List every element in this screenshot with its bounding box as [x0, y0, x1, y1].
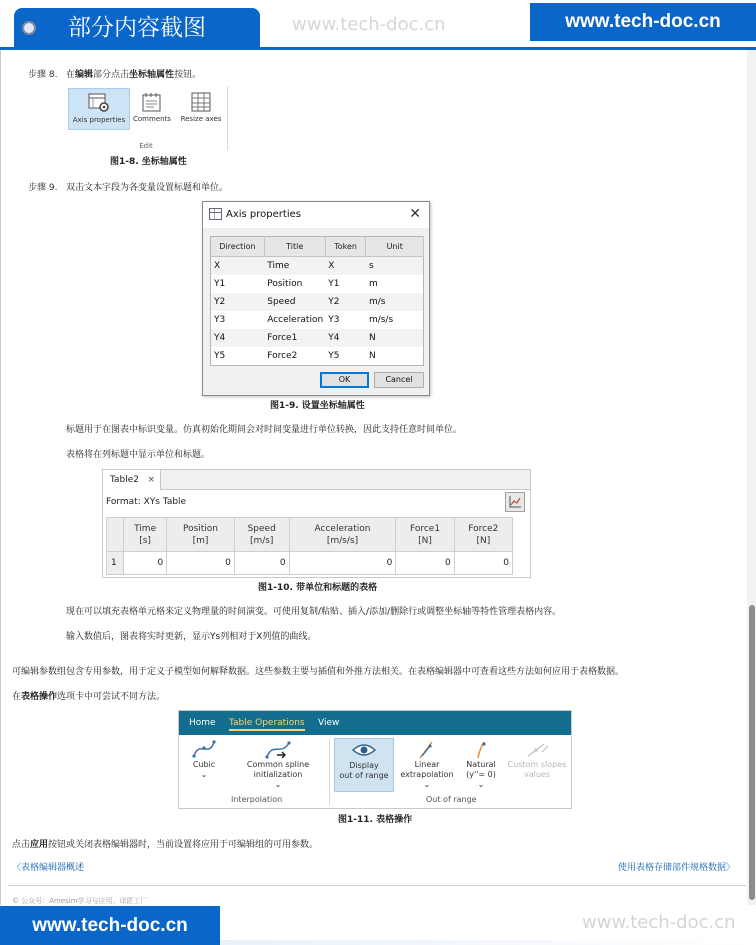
table2-editor	[102, 469, 531, 578]
paragraph-fill-cells: 现在可以填充表格单元格来定义物理量的时间演变。可使用复制/粘贴、插入/添加/删除行或调整坐标轴等特性管理表格内容。	[66, 607, 562, 617]
custom-slopes-label-1: Custom slopes	[507, 760, 567, 769]
section-tab	[14, 8, 260, 48]
cell-token[interactable]: Y3	[328, 315, 340, 326]
cell-force2[interactable]: 0	[454, 552, 512, 575]
chevron-down-icon[interactable]: ⌄	[477, 780, 485, 789]
chart-icon[interactable]	[505, 492, 525, 512]
table-operations-ribbon	[178, 710, 572, 809]
header-name: Speed	[247, 523, 276, 534]
table-row	[211, 311, 424, 329]
ok-button[interactable]: OK	[320, 372, 369, 388]
chevron-right-icon: 〉	[726, 863, 736, 873]
column-header-position[interactable]	[167, 518, 235, 552]
cell-title[interactable]: Acceleration	[267, 315, 324, 326]
table-row	[211, 329, 424, 347]
cell-position[interactable]: 0	[167, 552, 235, 575]
edit-ribbon-group	[66, 86, 228, 150]
resize-axes-label: Resize axes	[180, 115, 222, 123]
cell-unit[interactable]: N	[368, 351, 376, 362]
step-8-text	[66, 67, 201, 80]
cell-token[interactable]: Y2	[325, 293, 366, 311]
cell-direction: Y2	[211, 293, 265, 311]
cell-unit[interactable]: m/s/s	[368, 315, 394, 326]
header-unit: [m]	[192, 535, 209, 546]
cell-unit[interactable]: N	[366, 329, 424, 347]
header-banner	[0, 0, 756, 50]
header-unit: [N]	[418, 535, 432, 546]
interpolation-group-label: Interpolation	[231, 795, 283, 804]
chevron-down-icon[interactable]: ⌄	[200, 770, 208, 779]
column-header-acceleration[interactable]	[289, 518, 396, 552]
figure-1-9-caption: 图1-9. 设置坐标轴属性	[270, 401, 365, 411]
natural-label-1: Natural	[466, 760, 496, 769]
cell-speed[interactable]: 0	[234, 552, 289, 575]
apply-bold: 应用	[30, 840, 49, 850]
cell-acceleration[interactable]: 0	[289, 552, 396, 575]
watermark-top: www.tech-doc.cn	[292, 14, 446, 35]
table-ops-pre: 在	[12, 692, 22, 702]
table2-grid	[106, 517, 513, 575]
dialog-titlebar	[203, 202, 429, 228]
cubic-button[interactable]	[185, 738, 223, 780]
column-header-speed[interactable]	[234, 518, 289, 552]
table-row	[211, 293, 424, 311]
linear-label-1: Linear	[414, 760, 440, 769]
paragraph-table-headers: 表格将在列标题中显示单位和标题。	[66, 450, 211, 460]
out-of-range-group-label: Out of range	[426, 795, 477, 804]
header-name: Force1	[409, 523, 441, 534]
table-ops-post: 选项卡中可尝试不同方法。	[57, 692, 166, 702]
column-header-title[interactable]: Title	[264, 237, 325, 257]
row-number[interactable]: 1	[107, 552, 124, 575]
cell-token[interactable]: Y1	[328, 278, 340, 289]
table-row	[211, 275, 424, 293]
paragraph-table-ops	[12, 689, 165, 702]
natural-icon	[459, 738, 503, 760]
cell-title[interactable]: Position	[267, 278, 303, 289]
header-unit: [m/s]	[249, 535, 274, 546]
cell-title[interactable]: Force2	[267, 351, 298, 362]
cell-unit[interactable]: m/s	[366, 293, 424, 311]
footer-rule	[8, 885, 746, 886]
footer-credit: © 公众号：Amesim学习与应用、译匠工厂	[12, 897, 148, 905]
column-header-force2[interactable]	[454, 518, 512, 552]
header-name: Position	[182, 523, 219, 534]
ribbon-tabbar	[179, 711, 571, 735]
comments-label: Comments	[133, 115, 171, 123]
cubic-label: Cubic	[192, 760, 216, 769]
site-badge-bottom[interactable]: www.tech-doc.cn	[0, 906, 220, 945]
axis-properties-dialog	[202, 201, 430, 396]
figure-1-10-caption: 图1-10. 带单位和标题的表格	[258, 583, 378, 593]
cell-unit[interactable]: m	[368, 278, 378, 289]
cell-title[interactable]: Time	[264, 257, 325, 275]
custom-slopes-icon	[505, 738, 569, 760]
display-label-2: out of range	[339, 771, 389, 780]
cell-title[interactable]: Force1	[264, 329, 325, 347]
header-name: Force2	[468, 523, 499, 534]
cell-direction: Y5	[214, 351, 226, 362]
close-icon[interactable]: ×	[147, 475, 155, 485]
axis-properties-icon	[88, 93, 110, 113]
comments-icon	[141, 92, 163, 112]
tab-table-operations[interactable]: Table Operations	[229, 718, 305, 731]
natural-label-2: (y''= 0)	[466, 770, 496, 779]
chevron-down-icon[interactable]: ⌄	[274, 780, 282, 789]
next-page-label: 使用表格存储部件规格数据	[618, 863, 727, 873]
tab-view[interactable]: View	[318, 718, 340, 728]
cell-unit[interactable]: s	[366, 257, 424, 275]
header-unit: [N]	[476, 535, 491, 546]
custom-slopes-label-2: values	[523, 770, 551, 779]
resize-axes-icon	[190, 92, 212, 112]
section-tab-label: 部分内容截图	[68, 15, 206, 41]
linear-label-2: extrapolation	[400, 770, 454, 779]
bottom-gradient-rule	[220, 940, 756, 945]
tab-table2-label: Table2	[110, 475, 139, 485]
common-spline-button[interactable]	[243, 738, 313, 790]
header-name: Time	[134, 523, 157, 534]
step-8-post: 按钮。	[174, 70, 202, 80]
spline-init-icon	[243, 738, 313, 760]
cancel-button[interactable]: Cancel	[374, 372, 424, 388]
resize-axes-button[interactable]	[176, 88, 226, 130]
column-header-direction[interactable]: Direction	[211, 237, 265, 257]
prev-page-label: 表格编辑器概述	[21, 863, 85, 873]
prev-page-link[interactable]	[12, 860, 84, 873]
ribbon-divider	[329, 739, 330, 805]
table-row	[211, 257, 424, 275]
table2-header-row	[107, 518, 513, 552]
paragraph-live-update: 输入数值后，图表将实时更新，显示Ys列相对于X列值的曲线。	[66, 632, 317, 642]
watermark-bottom: www.tech-doc.cn	[582, 912, 736, 933]
cubic-icon	[185, 738, 223, 760]
step-9-number: 步骤 9.	[28, 183, 58, 193]
common-spline-label-1: Common spline	[246, 760, 310, 769]
row-number-header	[107, 518, 124, 552]
next-page-link[interactable]	[618, 860, 735, 873]
dialog-title: Axis properties	[226, 209, 301, 220]
column-header-unit[interactable]: Unit	[366, 237, 424, 257]
site-badge-top[interactable]: www.tech-doc.cn	[530, 3, 756, 41]
comments-button[interactable]	[132, 88, 172, 130]
cell-direction: Y1	[214, 278, 226, 289]
cell-direction: Y3	[214, 315, 226, 326]
header-name: Acceleration	[314, 523, 371, 534]
table-icon	[209, 208, 222, 220]
table-row	[107, 552, 513, 575]
cell-token[interactable]: Y4	[325, 329, 366, 347]
axis-properties-grid	[210, 236, 424, 366]
common-spline-label-2: initialization	[253, 770, 303, 779]
cell-token[interactable]: Y5	[328, 351, 340, 362]
axis-properties-label: Axis properties	[72, 116, 126, 124]
column-header-force1[interactable]	[396, 518, 454, 552]
figure-1-8-caption: 图1-8. 坐标轴属性	[110, 157, 187, 167]
cell-token[interactable]: X	[325, 257, 366, 275]
cell-force1[interactable]: 0	[396, 552, 454, 575]
step-8-number: 步骤 8.	[28, 70, 58, 80]
grid-header-row	[211, 237, 424, 257]
natural-button[interactable]	[459, 738, 503, 790]
paragraph-apply	[12, 837, 318, 850]
header-unit: [m/s/s]	[326, 535, 359, 546]
tab-home[interactable]: Home	[189, 718, 216, 728]
chevron-left-icon: 〈	[12, 863, 22, 873]
tab-table2[interactable]	[103, 470, 161, 490]
eye-icon	[335, 739, 393, 761]
paragraph-editable-group: 可编辑参数组包含专用参数，用于定义子模型如何解释数据。这些参数主要与插值和外推方法相关。在表格编辑器中可查看这些方法如何应用于表格数据。	[12, 667, 625, 677]
edit-group-label: Edit	[139, 142, 153, 150]
cell-direction: Y4	[211, 329, 265, 347]
step-9-text: 双击文本字段为各变量设置标题和单位。	[66, 183, 229, 193]
cell-direction: X	[211, 257, 265, 275]
linear-extrapolation-icon	[399, 738, 455, 760]
table-format-label: Format: XYs Table	[106, 497, 187, 507]
scrollbar-thumb[interactable]	[749, 605, 755, 900]
table-row	[211, 347, 424, 365]
column-header-time[interactable]	[124, 518, 167, 552]
step-8-mid: 部分点击	[93, 70, 130, 80]
figure-1-11-caption: 图1-11. 表格操作	[338, 815, 413, 825]
paragraph-title-usage: 标题用于在图表中标识变量。仿真初始化期间会对时间变量进行单位转换，因此支持任意时间单位。	[66, 425, 463, 435]
linear-extrapolation-button[interactable]	[399, 738, 455, 790]
column-header-token[interactable]: Token	[325, 237, 366, 257]
apply-post: 按钮或关闭表格编辑器时，当前设置将应用于可编辑组的可用参数。	[48, 840, 319, 850]
pin-icon	[22, 21, 36, 35]
chevron-down-icon[interactable]: ⌄	[423, 780, 431, 789]
step-8-bold-edit: 编辑	[75, 70, 94, 80]
step-8-pre: 在	[66, 70, 76, 80]
custom-slopes-button[interactable]	[505, 738, 569, 780]
step-8-bold-axis: 坐标轴属性	[129, 70, 175, 80]
close-icon[interactable]: ✕	[409, 206, 421, 222]
display-label-1: Display	[349, 761, 379, 770]
apply-pre: 点击	[12, 840, 31, 850]
table2-tabbar	[103, 470, 530, 490]
axis-properties-button[interactable]	[68, 88, 130, 130]
table-ops-bold: 表格操作	[21, 692, 58, 702]
header-unit: [s]	[139, 535, 151, 546]
cell-time[interactable]: 0	[124, 552, 167, 575]
display-out-of-range-button[interactable]	[334, 738, 394, 792]
cell-title[interactable]: Speed	[264, 293, 325, 311]
